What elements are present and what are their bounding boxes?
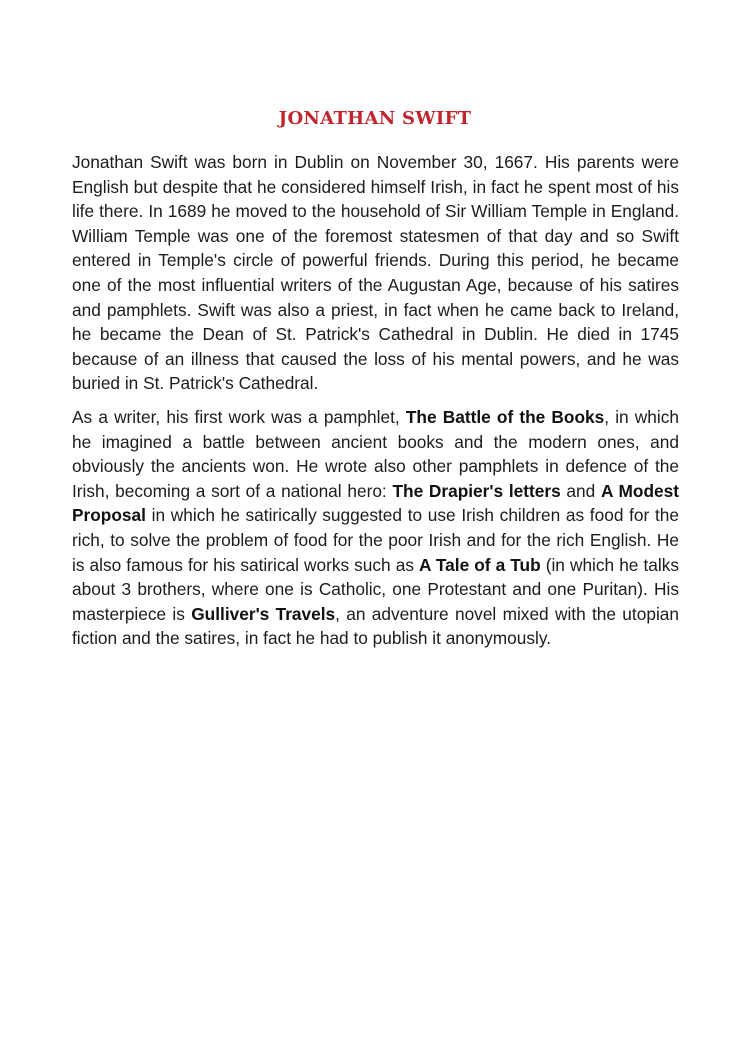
work-title-tale-of-a-tub: A Tale of a Tub xyxy=(419,554,541,575)
text-run: , an adventure novel mixed with the utopian fiction and the satires, in fact he had to publish it anonymously. xyxy=(72,603,680,649)
paragraph-2 xyxy=(72,405,679,651)
work-title-battle-of-the-books: The Battle of the Books xyxy=(405,406,605,427)
document-body xyxy=(72,150,679,660)
text-run: As a writer, his first work was a pamphlet, xyxy=(72,406,406,427)
work-title-gullivers-travels: Gulliver's Travels xyxy=(191,603,336,624)
text-run: , in which he imagined a battle between ancient books and the modern ones, and obviously the ancients won. He wrote also other pamphlets in defence of the Irish, becoming a sort of a national hero: xyxy=(72,406,679,501)
work-title-modest-proposal: A Modest Proposal xyxy=(72,480,680,526)
text-run: in which he satirically suggested to use Irish children as food for the rich, to solve the problem of food for the poor Irish and for the rich English. He is also famous for his satirical works such as xyxy=(72,505,679,575)
text-run: and xyxy=(560,480,601,501)
work-title-drapiers-letters: The Drapier's letters xyxy=(392,480,561,501)
document-title: JONATHAN SWIFT xyxy=(278,108,472,129)
text-run: Jonathan Swift was born in Dublin on November 30, 1667. His parents were English but despite that he considered himself Irish, in fact he spent most of his life there. In 1689 he moved to the household of Sir William Temple in England. William Temple was one of the foremost statesmen of that day and so Swift entered in Temple's circle of powerful friends. During this period, he became one of the most influential writers of the Augustan Age, because of his satires and pamphlets. Swift was also a priest, in fact when he came back to Ireland, he became the Dean of St. Patrick's Cathedral in Dublin. He died in 1745 because of an illness that caused the loss of his mental powers, and he was buried in St. Patrick's Cathedral. xyxy=(72,152,679,394)
text-run: (in which he talks about 3 brothers, where one is Catholic, one Protestant and one Puritan). His masterpiece is xyxy=(72,554,679,624)
paragraph-1 xyxy=(72,150,679,396)
